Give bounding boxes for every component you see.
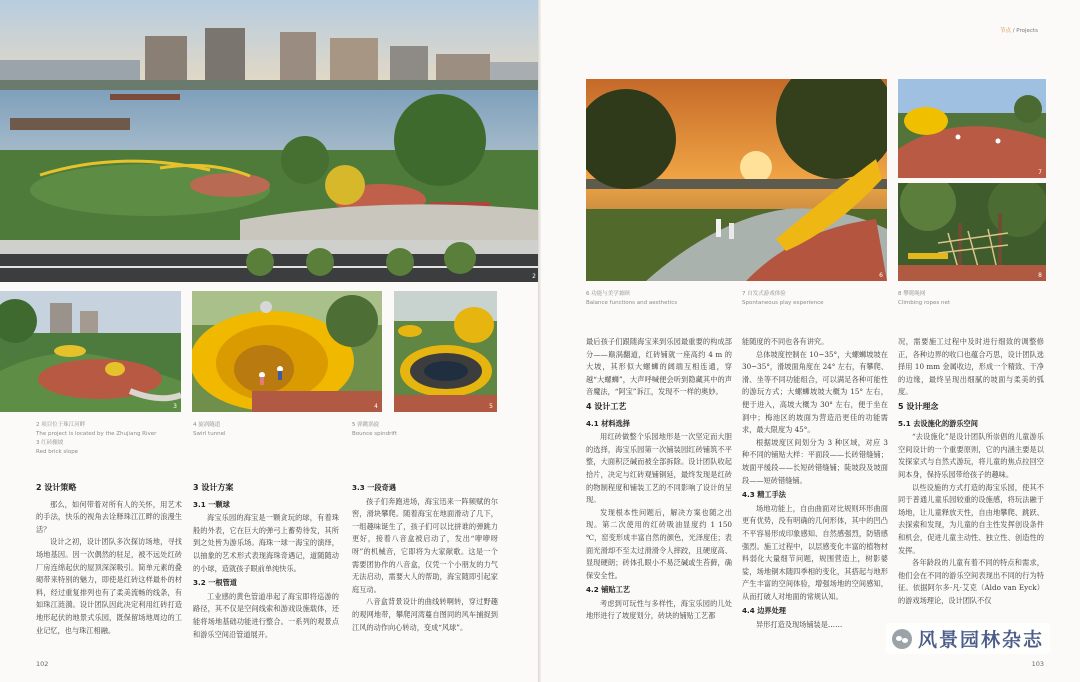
subsection-heading: 5.1 去设施化的游乐空间 (898, 418, 978, 428)
section-tag: 节点 / Projects (999, 28, 1038, 34)
wechat-watermark (886, 623, 1050, 654)
photo-red-brick-slope (0, 291, 181, 412)
subsection-heading: 3.3 一段奇遇 (352, 483, 396, 492)
section-heading: 4 设计工艺 (586, 401, 627, 411)
section-heading: 5 设计理念 (898, 401, 939, 411)
caption-photo-7: 7 自发式游戏体验 Spontaneous play experience (742, 291, 824, 306)
subsection-heading: 3.2 一根管道 (193, 578, 237, 588)
photo-number: 3 (173, 403, 177, 410)
right-page (541, 0, 1080, 682)
photo-bounce-spindrift (394, 291, 497, 412)
photo-number: 4 (374, 403, 378, 410)
wechat-icon (892, 629, 912, 649)
photo-climbing-ropes-net (898, 183, 1046, 281)
photo-number: 7 (1038, 169, 1042, 176)
photo-riverside-panorama (0, 0, 540, 282)
photo-number: 6 (879, 272, 883, 279)
caption-photo-5: 5 弹跳涡旋 Bounce spindrift (352, 422, 397, 437)
subsection-heading: 4.2 铺贴工艺 (586, 585, 630, 595)
text-column-design-strategy: 2 设计策略 那么，如何带着对所有人的关怀，用艺术的手法，快乐的视角去诠释珠江江畔的浪漫生活？ 设计之初，设计团队多次探访场地，寻找场地基因。因一次偶然的驻足，被不远处红砖厂房连绵起伏的屋顶深深吸引。简单元素的叠砌带来特别的魅力，即使是红砖这样最朴的材料，经过重复排列也有了柔美流畅的线条，有如珠江涟漪。设计团队因此决定利用红砖打造地形起伏的地景式乐园，既保留场地周边的工业记忆，也与珠江相融。 (36, 483, 182, 635)
page-number: 103 (1031, 660, 1044, 668)
subsection-heading: 4.4 边界处理 (742, 606, 786, 616)
text-column-precision: 能随度的不同也各有讲究。 总体坡度控制在 10~35°，大螺蛳坡坡在 30~35°，滑坡面角度在 24° 左右，有攀爬、滑、坐等不同功能组合，可以满足各种可能性的游玩方式；大螺蛳坡坡大概为 15° 左右，便于进入，高坡大概为 30° 左右，便于坐在洞中；梅池区的坡面为营造沿更佳的功能需求，最大限度为 45°。 根据坡度区间划分为 3 种区域，对应 3 种不同的铺贴大样：平面段——长砖错缝铺；坡面平缓段——长短砖错缝铺；陡坡段及坡面段——短砖错缝铺。 4.3 精工手法 场地功能上，自由曲面对比规则环形曲面更有优势，没有明确的几何形体，其中的凹凸不平容易形成印象感知、自然感强烈，防错感强烈。施工过程中，以层感变化丰富的植物材料弱化大量细节问题，规围营造上，树影婆娑，场地铜木随四季相的变化，其搭起与地形产生丰富的空间体验，增强场地的空间感知，从而打破人对地面的常规认知。 4.4 边界处理 异形打造及现场铺装是…… (742, 337, 888, 630)
subsection-heading: 3.1 一颗球 (193, 499, 230, 509)
subsection-heading: 4.1 材料选择 (586, 418, 630, 428)
section-heading: 2 设计策略 (36, 483, 77, 492)
photo-number: 2 (532, 273, 536, 280)
caption-photo-4: 4 旋涡隧道 Swirl tunnel (193, 422, 226, 437)
subsection-heading: 4.3 精工手法 (742, 490, 786, 500)
caption-photo-8: 8 攀爬绳网 Climbing ropes net (898, 291, 951, 306)
section-heading: 3 设计方案 (193, 483, 234, 492)
photo-number: 8 (1038, 272, 1042, 279)
photo-spontaneous-play (898, 79, 1046, 178)
text-column-craft: 最后孩子们跟随海宝来到乐园最重要的构成部分——巅涡翻道，红砖铺就一座高约 4 m 的大坡，其形似大螺蛳的阔端互相连通，穿越“大螺蛳”，大声呼喊便会听到隐藏其中的声音魔法，“阿宝”诉江，发现不一样的奥妙。 4 设计工艺 4.1 材料选择 用红砖做整个乐园地形是一次坚定而大胆的选择，海宝乐园第一次铺装园红砖铺筑不平整，大面积泛碱而被全部拆除。设计团队收起拾片，决定与红砖观铺铜延，最终发现是红砖的物制程度和铺装工艺的不同影响了设计的呈现。 发现根本性问题后，解决方案也随之出现。第二次使用的红砖吸油显度约 1 150 ℃，窑变形成丰富自然的颜色，光泽度佳；表面光滑却不至太过滑滑令人摔跤，且硬度高、显现硬朗；砖体孔眼小不易泛碱或生苔藓，确保安全性。 4.2 铺贴工艺 考虑到可玩性与多样性，海宝乐园的儿处地形进行了坡度划分，砖块的铺贴工艺都 (586, 337, 732, 621)
photo-number: 5 (489, 403, 493, 410)
photo-swirl-tunnel (192, 291, 382, 412)
page-number: 102 (36, 660, 49, 668)
caption-photo-2: 2 项目位于珠江河畔 The project is located by the Zhujiang River (36, 422, 157, 437)
text-column-design-plan: 3 设计方案 3.1 一颗球 海宝乐园的海宝是一颗贪玩的球，有着珠般的外表，它在巨大的弹弓上蓄势待发，其所到之处皆为游乐场。海珠一球一海宝的演绎，以抽象的艺术形式表现海珠奇遇记，道随随动的小球，造就孩子眼前单纯快乐。 3.2 一根管道 工业感的黄色管道串起了海宝即将巡游的路径，其不仅是空间线索和游戏设施载体，还能将场地基础功能进行整合。一系列的观景点和游乐空间沿管道展开。 (193, 483, 339, 639)
caption-photo-3: 3 红砖骤坡 Red brick slope (36, 440, 79, 455)
text-column-design-concept: 况，需要施工过程中及时进行细致的调整修正，各种边界的收口也蕴合巧思，设计团队选择用 10 mm 金属收边，形成一个精致、干净的边缘，最终呈现出细腻的坡面与柔美的弧度。 5 设计理念 5.1 去设施化的游乐空间 “去设施化”是设计团队所崇倡的儿童游乐空间设计的一个重要原则，它的内涵主要是以发探家式与自然式游玩，将儿童的焦点拉回空间本身，保持乐园带给孩子的趣味。 以些设施的方式打造的海宝乐园，使其不同于普通儿童乐园较重的设施感，将玩法融于场地，让儿童释放天性，自由地攀爬、跳跃、去探索和发现，为儿童的自主性发挥创设条件和机会，促进儿童主动性、独立性、创造性的发挥。 各年龄段的儿童有着不同的特点和需求，他们会在不同的游乐空间表现出不同的行为特征。依据阿尔多·凡·艾克（Aldo van Eyck）的游戏场理论，设计团队不仅 (898, 337, 1044, 605)
watermark-text: 风景园林杂志 (917, 629, 1044, 651)
text-column-encounter: 3.3 一段奇遇 孩子们奔跑进场，海宝迅来一阵频赋的尔窖，滑块攀爬。随着海宝在地面滑动了几下，一组趣味诞生了，孩子们可以比拼谁的弹跳力更好，接着八音盒被启动了，发出“咿咿呀呀”的机械音，它即将为大家献歌。这是一个需要团协作的八音盒，仅凭一个小朋友的力气无法启动，需要大人的帮助，海宝随即引起家庭互动。 八音盒背景设计的曲线转啊转，穿过野趣的观网地带，攀爬河湾蔓自图同的风车捕捉到江风的动作向心转动，变成“风球”。 (352, 483, 498, 632)
photo-sunset-path (586, 79, 887, 281)
caption-photo-6: 6 功能与美学兼顾 Balance functions and aesthetics (586, 291, 678, 306)
